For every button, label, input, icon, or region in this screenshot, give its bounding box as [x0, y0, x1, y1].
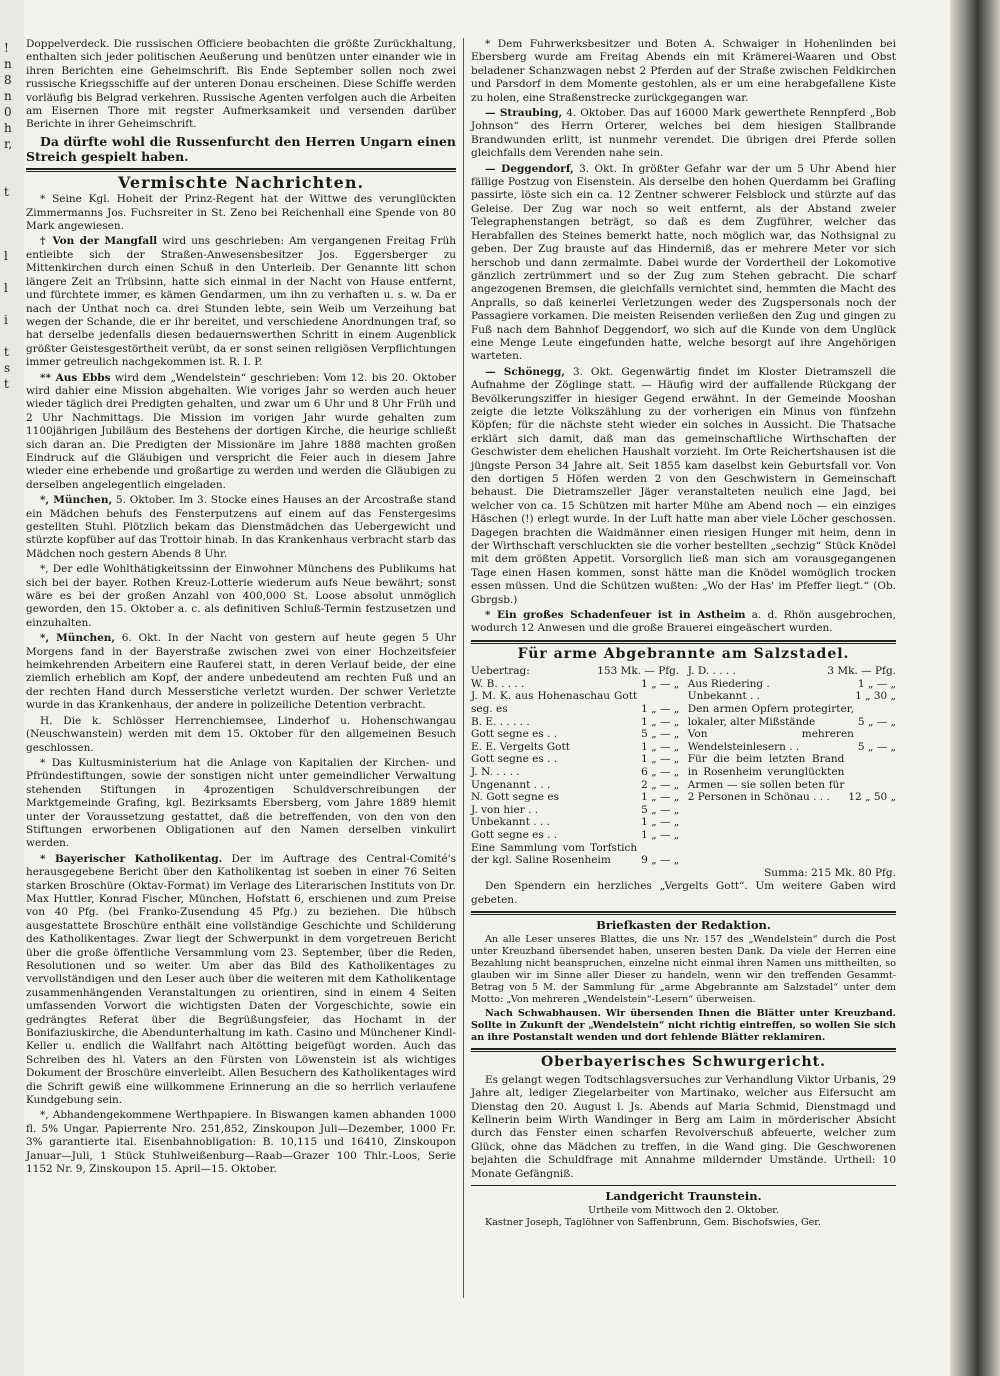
donation-row — [471, 816, 679, 829]
letterbox-text: Nach Schwabhausen. Wir übersenden Ihnen die Blätter unter Kreuzband. Sollte in Zukunft der „Wendelstein“ nicht richtig eintreffen, so wollen Sie sich an ihre Postanstalt wenden und dort fehlende Blätter reklamiren. — [471, 1008, 896, 1044]
donation-row — [471, 766, 679, 779]
donation-amount: 3 Mk. — Pfg. — [827, 665, 896, 678]
donation-amount: 1 „ — „ — [641, 740, 680, 753]
donation-amount: 1 „ 30 „ — [855, 690, 896, 703]
news-item: * Dem Fuhrwerksbesitzer und Boten A. Schwaiger in Hohenlinden bei Ebersberg wurde am Freitag Abends ein mit Krämerei-Waaren und Obst beladener Schanzwagen nebst 2 Pferden auf der Straße zwischen Feldkirchen und Parsdorf in dem Momente gestohlen, als er um eine herabgefallene Kiste zu holen, eine Straßenstrecke zurückgegangen war. — [471, 38, 896, 104]
news-item: * Seine Kgl. Hoheit der Prinz-Regent hat der Wittwe des verunglückten Zimmermanns Jos. Fuchsreiter in St. Zeno bei Reichenhall eine Spende von 80 Mark angewiesen. — [26, 193, 456, 233]
news-item — [471, 609, 896, 636]
donation-amount: 1 „ — „ — [641, 677, 680, 690]
donation-amount: 1 „ — „ — [857, 677, 896, 690]
donation-row — [471, 716, 679, 729]
letterbox-heading: Briefkasten der Redaktion. — [596, 918, 771, 932]
donor-name: J. N. . . . . — [471, 766, 520, 779]
news-item — [471, 163, 896, 364]
article-russia: Doppelverdeck. Die russischen Officiere beobachten die größte Zurückhaltung, enthalten sich jeder politischen Aeußerung und benützen unter einander wie in ihren Berichten eine Geheimschrift. Bis Ende September sollen noch zwei russische Kriegsschiffe auf der unteren Donau erscheinen. Diese Schiffe werden vorläufig bis Belgrad verkehren. Russische Agenten verfolgen auch die Arbeiten am Eisernen Thore mit regster Aufmerksamkeit und versenden darüber Berichte in ihrer Geheimschrift. — [26, 38, 456, 131]
donation-amount: 9 „ — „ — [641, 854, 680, 867]
donation-list-right — [688, 665, 896, 867]
donor-name: N. Gott segne es — [471, 791, 559, 804]
donor-name: Unbekannt . . . — [471, 816, 550, 829]
donation-row — [688, 678, 896, 691]
rule — [26, 168, 456, 172]
donor-name: Von mehreren Wendelsteinlesern . . — [687, 728, 854, 753]
donor-name: W. B. . . . . — [471, 677, 525, 690]
donation-row — [688, 690, 896, 703]
donation-amount: 5 „ — „ — [641, 728, 680, 741]
donor-name: Für die beim letzten Brand in Rosenheim verunglückten Armen — sie sollen beten für 2 Personen in Schönau . . . — [687, 753, 845, 804]
donor-name: J. D. . . . . — [687, 665, 736, 678]
news-item-lead: — Deggendorf, — [485, 162, 574, 175]
landgericht-text: Kastner Joseph, Taglöhner von Saffenbrunn, Gem. Bischofswies, Ger. — [485, 1217, 821, 1229]
news-item — [26, 235, 456, 369]
donor-name: B. E. . . . . . — [471, 715, 530, 728]
donation-row — [688, 665, 896, 678]
news-item-text: wird uns geschrieben: Am vergangenen Freitag Früh entleibte sich der Straßen-Anwesensbesitzer Jos. Eggersberger zu Mittenkirchen durch einen Schuß in den Unterleib. Der Genannte litt schon längere Zeit an Trübsinn, hatte sich einmal in der Nacht von Hause entfernt, und fürchtete immer, es kämen Gendarmen, um ihn zu verhaften u. s. w. Da er nach der Unthat noch ca. drei Stunden lebte, sein Weib um Verzeihung bat wegen der Schande, die er ihr bereitet, und verschiedene Anordnungen traf, so hat derselbe jedenfalls diesen bedauernswerthen Schritt in einem Augenblick größter Geistesgestörtheit verübt, da er sonst seinen religiösen Verpflichtungen immer getreulich nachgekommen ist. R. I. P. — [26, 235, 456, 369]
donation-amount: 1 „ — „ — [641, 753, 680, 766]
donation-amount: 1 „ — „ — [641, 791, 680, 804]
donation-row — [688, 703, 896, 728]
news-item — [26, 372, 456, 493]
news-item-lead: *, München, — [40, 494, 113, 507]
donation-row — [688, 753, 896, 803]
donation-row — [471, 741, 679, 754]
donation-amount: 12 „ 50 „ — [848, 791, 896, 804]
left-column — [26, 38, 456, 1179]
news-item-lead: * Bayerischer Katholikentag. — [40, 852, 223, 865]
book-gutter — [950, 0, 1000, 1376]
news-item-lead: ** Aus Ebbs — [40, 371, 111, 384]
rule — [471, 1185, 896, 1186]
news-item-lead: * Ein großes Schadenfeuer ist in Astheim — [485, 609, 746, 622]
donation-amount: 5 „ — „ — [857, 715, 896, 728]
news-item-text: wird dem „Wendelstein“ geschrieben: Vom 12. bis 20. Oktober wird dahier eine Mission abgehalten. Wie voriges Jahr so werden auch heuer wieder täglich drei Predigten gehalten, und zwar um 6 Uhr und 8 Uhr Früh und 2 Uhr Nachmittags. Die Mission im vorigen Jahr wurde gehalten zum 1100jährigen Jubiläum des Bestehens der dortigen Kirche, die heurige schließt sich daran an. Die Predigten der Missionäre im Jahre 1888 machten großen Eindruck auf die Gläubigen und verspricht die Feier auch in diesem Jahre wieder eine erhebende und großartige zu werden und werden die Gläubigen zu derselben angelegentlich eingeladen. — [26, 371, 456, 491]
donation-row — [471, 842, 679, 867]
news-item-lead: — Straubing, — [485, 107, 563, 120]
news-item: * Das Kultusministerium hat die Anlage von Kapitalien der Kirchen- und Pfründestiftungen, sowie der sonstigen nicht unter gemeindlicher Verwaltung stehenden Stiftungen in 4prozentigen Schuldverschreibungen der Marktgemeinde Grafing, kgl. Bezirksamts Ebersberg, vom Jahre 1889 hiemit unter der Voraussetzung gestattet, daß die betreffenden, von den von den Stiftungen erworbenen Obligationen auf den Namen derselben vinkulirt werden. — [26, 756, 456, 850]
news-item-lead: *, München, — [40, 632, 116, 645]
right-column — [471, 38, 896, 1231]
donation-amount: 6 „ — „ — [641, 766, 680, 779]
donation-row — [471, 665, 679, 678]
news-item — [26, 494, 456, 561]
rule — [471, 1048, 896, 1052]
news-item-text: a. d. Rhön ausgebrochen, wodurch 12 Anwesen und die große Brauerei eingeäschert wurden. — [471, 609, 897, 635]
donation-amount: 2 „ — „ — [641, 778, 680, 791]
donor-name: J. von hier . . — [471, 803, 539, 816]
donor-name: Gott segne es . . — [471, 753, 558, 766]
news-item — [471, 366, 896, 607]
news-item-text: 3. Okt. In größter Gefahr war der um 5 Uhr Abend hier fällige Postzug von Eisenstein. Als derselbe den hohen Querdamm bei Grafling passirte, löste sich ein ca. 12 Zentner schwerer Felsblock und stürzte auf das Geleise. Der Zug war noch so weit entfernt, als der Abstand zweier Telegraphenstangen beträgt, so daß es dem Zugführer, welcher das Herabfallen des Steines bemerkt hatte, noch möglich war, das Nothsignal zu geben. Der Zug brauste auf das Hinderniß, das er mehrere Meter vor sich herschob und dann zermalmte. Dabei wurde der Vordertheil der Lokomotive gänzlich zertrümmert und so der Zug zum Stehen gebracht. Die scharf angezogenen Bremsen, die gleichfalls vernichtet sind, hemmten die Macht des Anpralls, so daß keinerlei Verletzungen weder des Zugspersonals noch der Passagiere vorkamen. Die meisten Reisenden verließen den Zug und gingen zu Fuß nach dem Bahnhof Deggendorf, wo sich auf die Kunde von dem Unglück eine Menge Leute eingefunden hatte, welche besorgt auf ihre Angehörigen warteten. — [471, 162, 896, 363]
donor-name: Uebertrag: — [471, 665, 530, 678]
news-item-text: 3. Okt. Gegenwärtig findet im Kloster Dietramszell die Aufnahme der Zöglinge statt. — Häufig wird der auffallende Rückgang der Bevölkerungsziffer in hiesiger Gegend erwähnt. In der Gemeinde Mooshan zeigte die letzte Volkszählung zu der vorherigen ein Minus von fünfzehn Köpfen; für die nächste steht wieder ein solches in Aussicht. Die Thatsache erklärt sich damit, daß man das gemeinschaftliche Wirthschaften der Geschwister dem ehelichen Haushalt vorzieht. Im Orte Reichertshausen ist die jüngste Person 34 Jahre alt. Seit 1855 kam daselbst kein Geburtsfall vor. Von den dortigen 5 Höfen werden 2 von den Geschwistern in Gemeinschaft behaust. Die Dietramszeller Jäger veranstalteten neulich eine Jagd, bei welcher von ca. 15 Schützen mit harter Mühe am Abend noch — ein einziges Häschen (!) erlegt wurde. In der Luft hatte man aber viele Löcher geschossen. Dagegen brachten die Waidmänner einen riesigen Hunger mit heim, denn in der Wirthschaft verschluckten sie die vorher bestellten „sechzig“ Stück Knödel mit dem größten Appetit. Vorsorglich ließ man sich am vorausgegangenen Tage einen Hasen kommen, sonst hätte man die Knödel womöglich trocken essen müssen. Und die Schützen wußten: „Wo der Has' im Pfeffer liegt.“ — [471, 365, 896, 593]
donation-row — [471, 804, 679, 817]
news-item — [26, 853, 456, 1108]
donation-row — [471, 690, 679, 715]
news-item — [471, 107, 896, 161]
rule — [471, 640, 896, 644]
donation-heading: Für arme Abgebrannte am Salzstadel. — [517, 645, 850, 662]
donation-amount: 5 „ — „ — [857, 740, 896, 753]
news-item-lead: — Schönegg, — [485, 365, 566, 378]
donor-name: J. M. K. aus Hohenaschau Gott seg. es — [471, 690, 638, 716]
donation-list-left — [471, 665, 679, 867]
news-item-text: 6. Okt. In der Nacht von gestern auf heute gegen 5 Uhr Morgens fand in der Bayerstraße zwischen zwei von einer Hochzeitsfeier heimkehrenden Arbeitern eine Rauferei statt, in deren Verlauf beide, der eine ziemlich erheblich am Kopf, der andere unbedeutend am rechten Fuß und an der rechten Hand durch Messerstiche verletzt wurden. Der schwer Verletzte wurde in das Krankenhaus, der andere in polizeiliche Detention verbracht. — [26, 632, 456, 712]
donation-row — [471, 728, 679, 741]
donor-name: Gott segne es . . — [471, 728, 558, 741]
donation-row — [688, 728, 896, 753]
previous-page-edge — [0, 0, 24, 1376]
donor-name: Aus Riedering . — [687, 677, 770, 690]
donor-name: Ungenannt . . . — [471, 778, 551, 791]
donation-row — [471, 753, 679, 766]
news-source: (Ob. Gbrgsb.) — [471, 580, 896, 606]
news-item-text: 4. Oktober. Das auf 16000 Mark gewerthete Rennpferd „Bob Johnson“ des Herrn Orterer, welches bei dem hiesigen Stallbrande Brandwunden erlitt, ist nunmehr verendet. Die übrigen drei Pferde sollen gleichfalls dem Verenden nahe sein. — [471, 107, 896, 160]
rule — [471, 911, 896, 915]
donation-amount: 5 „ — „ — [641, 803, 680, 816]
donation-amount: 1 „ — „ — [641, 816, 680, 829]
article-russia-conclusion: Da dürfte wohl die Russenfurcht den Herren Ungarn einen Streich gespielt haben. — [26, 133, 456, 164]
donor-name: Unbekannt . . — [687, 690, 761, 703]
donation-row — [471, 791, 679, 804]
donation-amount: 1 „ — „ — [641, 703, 680, 716]
news-item-text: Der im Auftrage des Central-Comité's herausgegebene Bericht über den Katholikentag ist soeben in einer 76 Seiten starken Broschüre (Oktav-Format) im Verlage des Literarischen Instituts von Dr. Max Huttler, Konrad Fischer, München, Hofstatt 6, erschienen und zum Preise von 40 Pfg. (bei Franko-Zusendung 45 Pfg.) zu beziehen. Die hübsch ausgestattete Broschüre enthält eine vollständige Geschichte und Schilderung des Katholikentages. Zwar liegt der Schwerpunkt in dem vorgetreuen Bericht über die große öffentliche Versammlung vom 23. September, über die Reden, Resolutionen und so weiter. Um aber das Bild des Katholikentages zu vervollständigen und den Leser auch über die weiteren mit dem Katholikentage zusammenhängenden Veranstaltungen zu orientiren, sind in einem 4 Seiten umfassenden Vorwort die wichtigsten Daten der Vorgeschichte, sowie ein gedrängtes Referat über die Begrüßungsfeier, das Hochamt in der Bonifaziuskirche, die Abendunterhaltung im kath. Casino und Münchener Kindl-Keller u. endlich die Wallfahrt nach Altötting beigefügt worden. Auch das Schreiben des hl. Vaters an den Fürsten von Löwenstein ist als wichtiges Dokument der Broschüre einverleibt. Allen Besuchern des Katholikentages wird die Schrift gewiß eine willkommene Erinnerung an die so herrlich verlaufene Kundgebung sein. — [26, 852, 456, 1107]
donation-row — [471, 678, 679, 691]
donation-list — [471, 665, 896, 867]
donation-total: Summa: 215 Mk. 80 Pfg. — [764, 866, 896, 879]
donor-name: E. E. Vergelts Gott — [471, 740, 570, 753]
court-heading: Oberbayerisches Schwurgericht. — [541, 1054, 826, 1071]
landgericht-subheading: Urtheile vom Mittwoch den 2. Oktober. — [588, 1205, 779, 1217]
news-item: H. Die k. Schlösser Herrenchiemsee, Linderhof u. Hohenschwangau (Neuschwanstein) werden mit dem 15. Oktober für den allgemeinen Besuch geschlossen. — [26, 714, 456, 754]
donor-name: Eine Sammlung vom Torfstich der kgl. Saline Rosenheim — [471, 841, 638, 867]
donor-name: Den armen Opfern protegirter, lokaler, alter Mißstände — [687, 703, 854, 728]
news-item-lead: † Von der Mangfall — [40, 235, 158, 248]
donation-amount: 153 Mk. — Pfg. — [597, 665, 680, 678]
news-item-text: 5. Oktober. Im 3. Stocke eines Hauses an der Arcostraße stand ein Mädchen behufs des Fensterputzens auf einem auf das Fenstergesims gestellten Stuhl. Plötzlich bekam das Dienstmädchen das Uebergewicht und stürzte kopfüber auf das Trottoir hinab. In das Krankenhaus verbracht starb das Mädchen noch gestern Abends 8 Uhr. — [26, 494, 456, 560]
letterbox-text: An alle Leser unseres Blattes, die uns Nr. 157 des „Wendelstein“ durch die Post unter Kreuzband übersendet haben, unseren besten Dank. Da viele der Herren eine Bezahlung nicht beanspruchen, einzelne nicht einmal ihren Namen uns mittheilten, so glauben wir im Sinne aller Dieser zu handeln, wenn wir den treffenden Gesammt-Betrag von 5 M. der Sammlung für „arme Abgebrannte am Salzstadel“ unter dem Motto: „Von mehreren „Wendelstein“-Lesern“ überweisen. — [471, 934, 896, 1006]
donor-name: Gott segne es . . — [471, 829, 558, 841]
section-heading-news: Vermischte Nachrichten. — [117, 172, 365, 192]
court-text: Es gelangt wegen Todtschlagsversuches zur Verhandlung Viktor Urbanis, 29 Jahre alt, lediger Ziegelarbeiter von Martinako, welcher aus Eifersucht am Dienstag den 20. August l. Js. Abends auf Maria Schmid, Dienstmagd und Kellnerin beim Wirth Wandinger in Berg am Laim in mörderischer Absicht durch das Fenster einen scharfen Revolverschuß abfeuerte, welcher zum Glück, ohne das Mädchen zu treffen, in die Wand ging. Die Geschworenen bejahten die Schuldfrage mit Annahme mildernder Umstände. Urtheil: 10 Monate Gefängniß. — [471, 1073, 896, 1180]
news-item: *, Der edle Wohlthätigkeitssinn der Einwohner Münchens des Publikums hat sich bei der bayer. Rothen Kreuz-Lotterie wiederum aufs Neue bewährt; sonst wäre es bei der großen Anzahl von 400,000 St. Loose absolut unmöglich geworden, den 15. Oktober a. c. als definitiven Schluß-Termin festzusetzen und einzuhalten. — [26, 563, 456, 629]
column-divider — [463, 38, 464, 1298]
news-item — [26, 632, 456, 712]
edge-characters: ! n 8 n 0 h r, t l l i t s t — [4, 41, 13, 391]
news-item: *, Abhandengekommene Werthpapiere. In Biswangen kamen abhanden 1000 fl. 5% Ungar. Papierrente Nro. 251,852, Zinskoupon Juli—Dezember, 1000 Fr. 3% garantierte ital. Eisenbahnobligation: B. 10,115 und 16410, Zinskoupon Januar—Juli, 1 Stück Stuhlweißenburg—Raab—Grazer 100 Thlr.-Loos, Serie 1152 Nr. 9, Zinskoupon 15. April—15. Oktober. — [26, 1109, 456, 1176]
donation-row — [471, 829, 679, 842]
donation-amount: 1 „ — „ — [641, 829, 680, 841]
donation-amount: 1 „ — „ — [641, 715, 680, 728]
donation-row — [471, 779, 679, 792]
donation-thanks: Den Spendern ein herzliches „Vergelts Gott“. Um weitere Gaben wird gebeten. — [471, 880, 896, 906]
landgericht-heading: Landgericht Traunstein. — [605, 1189, 762, 1204]
